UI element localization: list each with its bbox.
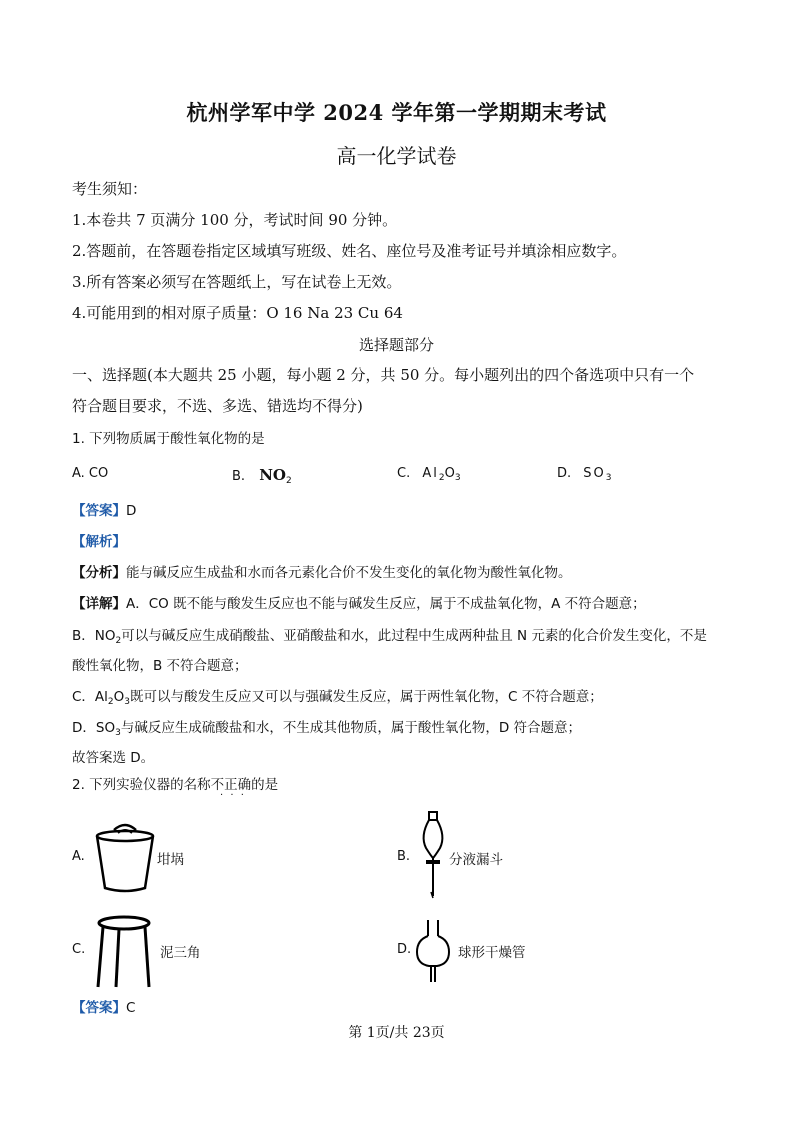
notice-item-2: 2.答题前，在答题卷指定区域填写班级、姓名、座位号及准考证号并填涂相应数字。 [72,242,627,260]
q1-option-d-formula: SO [583,466,606,481]
q1-analysis-text: 能与碱反应生成盐和水而各元素化合价不发生变化的氧化物为酸性氧化物。 [126,565,572,581]
notice-item-1: 1.本卷共 7 页满分 100 分，考试时间 90 分钟。 [72,211,398,229]
q1-conclusion: 故答案选 D。 [72,750,155,766]
q2-option-a-label: A. [72,849,85,864]
q1-detail-c-sub1: 2 [107,697,114,707]
q1-detail-d-pre: D．SO [72,720,116,736]
notice-item-4: 4.可能用到的相对原子质量：O 16 Na 23 Cu 64 [72,304,403,322]
q1-answer-label: 【答案】 [72,503,126,519]
q2-answer-label: 【答案】 [72,1000,126,1016]
q1-detail-c-post: 既可以与酸发生反应又可以与强碱发生反应，属于两性氧化物，C 不符合题意； [130,689,603,705]
page-subtitle: 高一化学试卷 [336,144,457,168]
q1-stem: 1. 下列物质属于酸性氧化物的是 [72,431,265,447]
part1-instructions-line1: 一、选择题(本大题共 25 小题，每小题 2 分，共 50 分。每小题列出的四个备选项中只有一个 [72,366,695,384]
q1-detail-label: 【详解】 [72,596,126,612]
q1-option-d [557,466,612,483]
q1-detail-c-mid: O [113,689,125,705]
q1-answer [72,502,136,520]
q1-detail-d-post: 与碱反应生成硫酸盐和水，不生成其他物质，属于酸性氧化物，D 符合题意； [120,720,582,736]
q2-option-b-label: B. [397,849,411,864]
q1-detail-b-line2: 酸性氧化物，B 不符合题意； [72,658,248,674]
q1-detail-c-pre: C．Al [72,689,108,705]
q1-option-c-sub-2: 3 [454,473,461,483]
q1-detail-d [72,719,581,742]
q1-detail-b-pre: B．NO [72,628,116,644]
q2-emphasis-dots: · · · [220,790,246,801]
q1-jiexi-label [72,533,126,551]
q1-detail-d-sub: 3 [115,728,121,738]
notice-item-3: 3.所有答案必须写在答题纸上，写在试卷上无效。 [72,273,402,291]
q1-option-c-sub-1: 2 [438,473,445,483]
q2-option-a-name: 坩埚 [157,852,184,868]
q1-detail-b-post: 可以与碱反应生成硝酸盐、亚硝酸盐和水，此过程中生成两种盐且 N 元素的化合价发生变化，不是 [121,628,707,644]
part1-instructions-line2: 符合题目要求，不选、多选、错选均不得分) [72,397,363,415]
crucible-icon [92,822,158,894]
q1-option-b-label: B. [232,469,246,484]
q1-option-c-label: C. [397,466,411,481]
q1-jiexi-text: 【解析】 [72,534,126,550]
page-footer: 第 1页/共 23页 [348,1025,445,1041]
q2-option-d-label: D. [397,942,412,957]
separatory-funnel-icon [418,810,448,900]
page-title: 杭州学军中学 2024 学年第一学期期末考试 [186,100,607,125]
q2-answer-value: C [126,1000,136,1016]
q1-detail-b-line1 [72,627,707,650]
q1-option-b-formula: NO [259,466,286,484]
q1-detail-a-text: A．CO 既不能与酸发生反应也不能与碱发生反应，属于不成盐氧化物，A 不符合题意； [126,596,646,612]
q2-option-c-label: C. [72,942,86,957]
q1-option-a: A. CO [72,466,109,481]
q1-option-c-formula-2: O [444,466,455,481]
q2-stem: 2. 下列实验仪器的名称不正确的是 [72,777,279,793]
q1-option-c [397,466,461,483]
q1-option-b [232,466,292,486]
q1-option-c-formula-1: Al [422,466,439,481]
q1-analysis-label: 【分析】 [72,565,126,581]
section-title: 选择题部分 [358,336,434,354]
q1-detail-c-sub2: 3 [124,697,131,707]
notice-heading: 考生须知： [72,180,148,198]
q2-option-b-name: 分液漏斗 [449,852,503,868]
q2-option-d-name: 球形干燥管 [458,945,526,961]
q1-detail-a [72,595,646,613]
q1-option-d-sub: 3 [605,473,612,483]
q2-option-c-name: 泥三角 [160,945,201,961]
q2-answer [72,999,135,1017]
q1-analysis [72,564,572,582]
q1-answer-value: D [126,503,137,519]
q1-detail-b-sub: 2 [115,636,122,646]
q1-option-d-label: D. [557,466,572,481]
q1-detail-c [72,688,603,711]
bulb-drying-tube-icon [416,918,450,984]
tripod-icon [95,913,153,991]
q1-option-b-sub: 2 [285,476,292,486]
